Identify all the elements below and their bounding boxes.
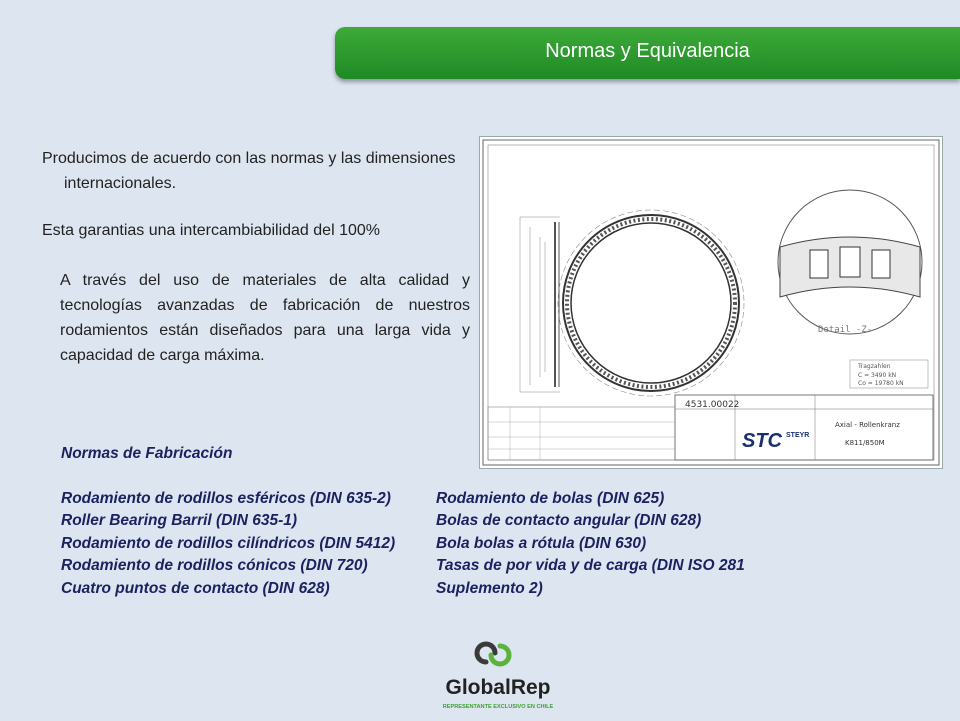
norm-item: Rodamiento de rodillos esféricos (DIN 635-2) xyxy=(61,490,391,507)
drawing-part-number: 4531.00022 xyxy=(685,400,740,410)
drawing-detail-label: Detail -Z- xyxy=(818,325,873,335)
drawing-brand: STC xyxy=(742,430,782,452)
drawing-brand-suffix: STEYR xyxy=(786,432,810,439)
drawing-load-title: Tragzahlen xyxy=(858,363,891,370)
drawing-model: K811/850M xyxy=(845,439,885,447)
norms-heading: Normas de Fabricación xyxy=(61,445,233,462)
norms-left-list xyxy=(61,488,395,600)
bearing-blueprint-image xyxy=(480,137,942,468)
drawing-load-co: Co = 19780 kN xyxy=(858,380,904,387)
intro-text xyxy=(42,146,470,368)
norms-right-list xyxy=(436,488,745,600)
norm-item: Bola bolas a rótula (DIN 630) xyxy=(436,534,647,552)
intro-paragraph-3: A través del uso de materiales de alta calidad y tecnologías avanzadas de fabricación de nuestros rodamientos están diseñados para una larga vida y capacidad de carga máxima. xyxy=(60,272,470,364)
norm-item: Rodamiento de rodillos cónicos (DIN 720) xyxy=(61,557,368,575)
intro-paragraph-1: Producimos de acuerdo con las normas y las dimensiones internacionales. xyxy=(42,150,456,192)
norm-item: Suplemento 2) xyxy=(436,579,543,597)
logo-name: GlobalRep xyxy=(445,676,551,699)
technical-drawing xyxy=(479,136,943,469)
norm-item: Bolas de contacto angular (DIN 628) xyxy=(436,512,702,530)
norm-item: Roller Bearing Barril (DIN 635-1) xyxy=(61,512,298,530)
logo-tagline: REPRESENTANTE EXCLUSIVO EN CHILE xyxy=(442,704,554,710)
drawing-load-c: C = 3490 kN xyxy=(858,372,897,379)
drawing-product-name: Axial - Rollenkranz xyxy=(835,421,900,429)
norm-item: Tasas de por vida y de carga (DIN ISO 281 xyxy=(436,557,745,575)
intro-paragraph-2: Esta garantias una intercambiabilidad del 100% xyxy=(42,222,380,239)
logo-mark-icon xyxy=(436,640,560,716)
title-bar xyxy=(335,27,960,79)
page-title: Normas y Equivalencia xyxy=(545,40,750,62)
norm-item: Rodamiento de rodillos cilíndricos (DIN 5412) xyxy=(61,534,396,552)
norm-item: Rodamiento de bolas (DIN 625) xyxy=(436,490,665,507)
norm-item: Cuatro puntos de contacto (DIN 628) xyxy=(61,579,330,597)
norms-section xyxy=(61,443,232,487)
globalrep-logo xyxy=(436,640,560,716)
